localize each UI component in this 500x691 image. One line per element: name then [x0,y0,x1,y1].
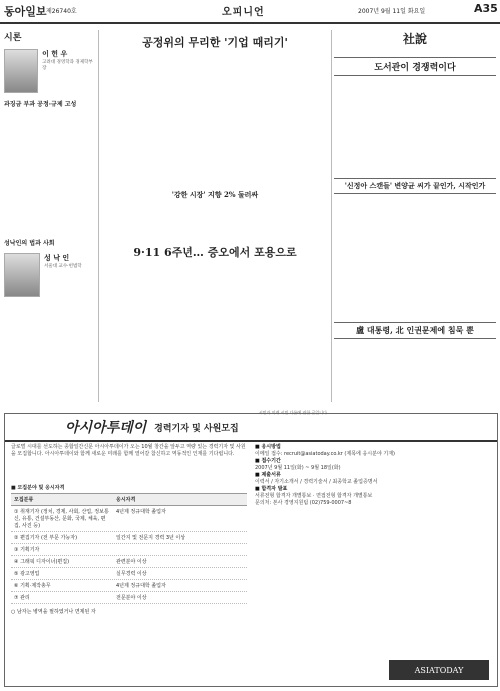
section-heading: ■ 제출서류 [255,472,281,478]
body-text-block [4,108,94,228]
table-cell: 실무경력 이상 [116,571,147,577]
headline-2: 9·11 6주년… 증오에서 포용으로 [133,246,297,259]
table-row [11,556,247,568]
col-header-category: 모집분류 [14,497,34,503]
ad-logo: ASIATODAY [389,660,489,680]
table-cell: ④ 그래픽 디자이너(편집) [14,559,70,565]
table-cell: ⑦ 관리 [14,595,30,601]
editorial-column [334,30,496,402]
editorial-title-2: '신정아 스캔들' 변양균 씨가 끝인가, 시작인가 [334,178,496,194]
ad-intro: 글로벌 시대를 선도하는 종합일간신문 아시아투데이가 오는 10월 창간을 앞두고 역량 있는 경력기자 및 사원을 모집합니다. 아시아투데이와 함께 새로운 미래를 함께 열어갈 참신하고 역동적인 인재를 기다립니다. [11,444,246,457]
table-cell: ② 편집기자 (전 부문 가능자) [14,535,78,541]
author-photo-2 [4,253,40,297]
subheading: 과징금 부과 공정·규제 고성 [4,101,77,108]
table-row [11,544,247,556]
ad-title-bar [5,414,497,442]
table-cell: ⑥ 기획·제작총무 [14,583,51,589]
author-title: 고려대 경영학과 경제학부장 [42,60,93,71]
table-header [11,493,247,506]
table-row [11,580,247,592]
contact-text: 문의처: 본사 경영지원팀 (02)759-0007~8 [255,500,352,506]
table-cell: 4년제 정규대학 졸업자 [116,583,166,589]
table-heading: ■ 모집분야 및 응시자격 [11,485,65,491]
editorial-label: 社說 [402,32,427,46]
table-row [11,568,247,580]
table-row [11,592,247,604]
author-title-2: 서울대 교수·헌법학 [44,264,82,269]
table-cell: 4년제 정규대학 졸업자 [116,509,166,515]
ad-brand: 아시아투데이 [65,420,147,436]
table-cell: 관련분야 이상 [116,559,147,565]
table-row [11,532,247,544]
table-cell: 전문분야 이상 [116,595,147,601]
middle-column [98,30,332,415]
table-cell [113,544,247,555]
author-name: 이 헌 우 [42,50,68,58]
issue-date: 2007년 9월 11일 화요일 [358,8,426,15]
recruitment-ad [4,413,498,687]
issue-number: 제26740호 [46,8,77,15]
ad-details [255,444,491,507]
col-header-qualification: 응시자격 [116,497,136,503]
editorial-title-3: 盧 대통령, 北 인권문제에 침묵 뿐 [334,322,496,339]
author-name-2: 성 낙 인 [44,254,70,262]
section-heading: ■ 응시방법 [255,444,281,450]
detail-text: 서류전형 합격자 개별통보 · 면접전형 합격자 개별통보 [255,493,373,499]
ad-table [11,484,247,615]
table-cell: ① 취재기자 (정치, 경제, 사회, 산업, 정보통신, 유통, 건설부동산, 문화, 국제, 체육, 편집, 사진 등) [14,509,109,529]
detail-text: 2007년 9월 11일(화) ~ 9월 18일(화) [255,465,341,471]
section-heading: ■ 접수기간 [255,458,281,464]
table-cell: ③ 기획기자 [14,547,40,553]
detail-text: 이력서 / 자기소개서 / 경력기술서 / 최종학교 졸업증명서 [255,479,378,485]
table-row [11,506,247,532]
ad-recruit-title: 경력기자 및 사원모집 [154,423,239,434]
section-title: 오피니언 [222,7,265,18]
table-cell: ⑤ 광고영업 [14,571,40,577]
table-note: ○ 남자는 병역을 필하였거나 면제된 자 [11,609,96,615]
table-cell: 일간지 및 전문지 경력 3년 이상 [116,535,186,541]
headline-1: 공정위의 무리한 '기업 때리기' [142,36,288,49]
column-credit: 시민과 미래 시민 다름에 관한 글입니다 [258,410,327,415]
page-number: A35 [474,2,498,15]
detail-text: 이메일 접수: recruit@asiatoday.co.kr (제목에 응시분야 기재) [255,451,395,457]
page-header [0,0,500,24]
newspaper-logo: 동아일보 [4,5,47,18]
editorial-title-1: 도서관이 경쟁력이다 [334,57,496,76]
left-column [4,30,94,410]
subheading-middle: '강한 시장' 지향 2% 둘러싸 [171,190,259,199]
section-heading: ■ 합격자 발표 [255,486,288,492]
author-photo [4,49,38,93]
column-label-2: 성낙인의 법과 사회 [4,240,55,247]
column-label: 시론 [4,33,22,43]
